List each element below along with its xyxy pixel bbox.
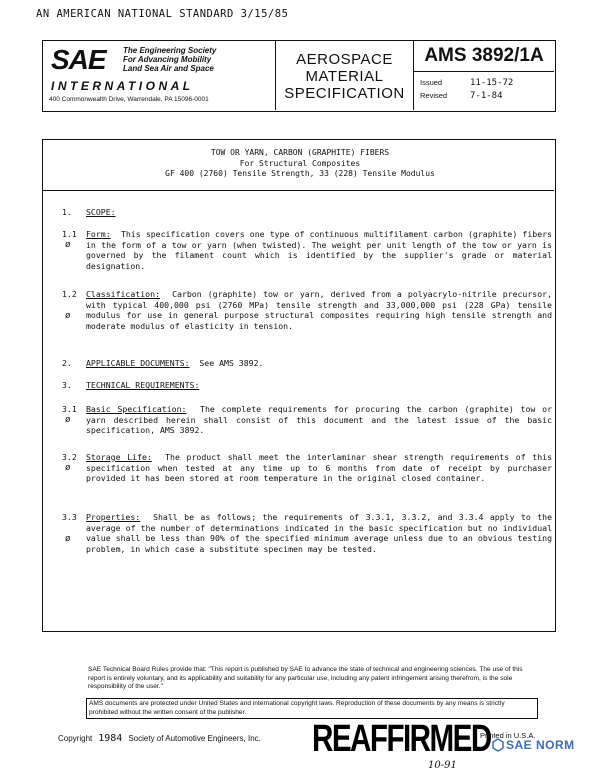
document-header [42,40,556,112]
international-label: INTERNATIONAL [51,79,194,93]
publisher-block [43,41,276,110]
revision-mark: ø [65,311,71,321]
sae-logo: SAE [51,44,106,75]
sae-norm-logo: SAE NORM [506,738,575,752]
section-heading: SCOPE: [86,207,116,217]
ams-number: AMS 3892/1A [414,41,554,72]
revision-mark: ø [65,463,71,473]
spec-number-block [414,41,554,110]
revision-mark: ø [65,240,71,250]
section-heading: TECHNICAL REQUIREMENTS: [86,380,200,390]
spec-type-line: SPECIFICATION [284,85,405,102]
spec-type-block [276,41,414,110]
section-number: 3.2 [62,452,77,462]
section-heading: Basic Specification: [86,404,187,414]
handwritten-date: 10-91 [428,760,457,771]
section-text: The complete requirements for procuring the carbon (graphite) tow or yarn described herein shall consist of this document and the latest issue of the basic specification, AMS 3892. [86,404,552,435]
section-number: 1.1 [62,229,77,239]
revision-mark: ø [65,534,71,544]
revised-label: Revised [420,91,448,100]
spec-type-line: MATERIAL [305,68,384,85]
section-number: 3.3 [62,512,77,522]
standard-note: AN AMERICAN NATIONAL STANDARD 3/15/85 [36,8,289,20]
revised-date: 7-1-84 [470,91,503,101]
section-text: This specification covers one type of continuous multifilament carbon (graphite) fibers in the form of a tow or yarn (when twisted). The weight per unit length of the tow or yarn is governed by the filament count which is identified by the supplier's grade or material designation. [86,229,552,271]
section-heading: Classification: [86,289,160,299]
copyright-notice: AMS documents are protected under United States and international copyright laws. Reproduction of these documents by any means is strictly prohibited without the written consent of the publisher. [86,698,538,719]
section-heading: Storage Life: [86,452,152,462]
document-title [43,148,557,180]
section-number: 1.2 [62,289,77,299]
revised-row [420,91,503,101]
section-number: 3. [62,380,72,390]
copyright-line [58,733,261,744]
printed-note: Printed in U.S.A. [480,731,536,740]
board-rules-note: SAE Technical Board Rules provide that: "This report is published by SAE to advance the state of technical and engineering sciences. The use of this report is entirely voluntary, and its applicability and suitability for any particular use, including any patent infringement arising therefrom, is the sole responsibility of the user." [88,666,523,690]
section-heading: APPLICABLE DOCUMENTS: [86,358,190,368]
copyright-label: Copyright [58,734,93,743]
tagline-line: For Advancing Mobility [123,55,212,64]
title-line: For Structural Composites [239,158,361,168]
section-number: 3.1 [62,404,77,414]
section-text: Shall be as follows; the requirements of 3.3.1, 3.3.2, and 3.3.4 apply to the average of the number of determinations indicated in the basic specification but no individual value shall be less than 90% of the specified minimum average unless due to an obvious testing problem, in which case a substitute specimen may be tested. [86,512,552,554]
revision-mark: ø [65,415,71,425]
issued-date: 11-15-72 [470,78,514,88]
title-divider [43,190,554,191]
section-number: 2. [62,358,72,368]
section-heading: Properties: [86,512,141,522]
title-line: TOW OR YARN, CARBON (GRAPHITE) FIBERS [210,148,390,157]
section-number: 1. [62,207,72,217]
section-text: Carbon (graphite) tow or yarn, derived from a polyacrylo-nitrile precursor, with typical 400,000 psi (2760 MPa) tensile strength and 33,000,000 psi (228 GPa) tensile modulus for use in general purpose structural composites requiring high tensile strength and moderate modulus of elasticity in tension. [86,289,553,331]
sae-tagline [123,46,216,73]
tagline-line: The Engineering Society [123,46,217,55]
section-heading: Form: [86,229,111,239]
publisher-address: 400 Commonwealth Drive, Warrendale, PA 15096-0001 [49,96,209,103]
reaffirmed-stamp: REAFFIRMED [312,718,491,760]
title-line: GF 400 (2760) Tensile Strength, 33 (228) Tensile Modulus [165,169,435,178]
sae-norm-icon [492,738,504,752]
spec-type-line: AEROSPACE [296,51,393,68]
issued-row [420,78,513,88]
section-text: See AMS 3892. [199,358,264,368]
section-text: The product shall meet the interlaminar shear strength requirements of this specification when tested at any time up to 6 months from date of receipt by purchaser provided it has been stored at room temperature in the original closed container. [86,452,552,483]
issued-label: Issued [420,78,443,87]
tagline-line: Land Sea Air and Space [123,64,214,73]
copyright-year: 1984 [98,733,123,744]
copyright-org: Society of Automotive Engineers, Inc. [128,734,261,743]
